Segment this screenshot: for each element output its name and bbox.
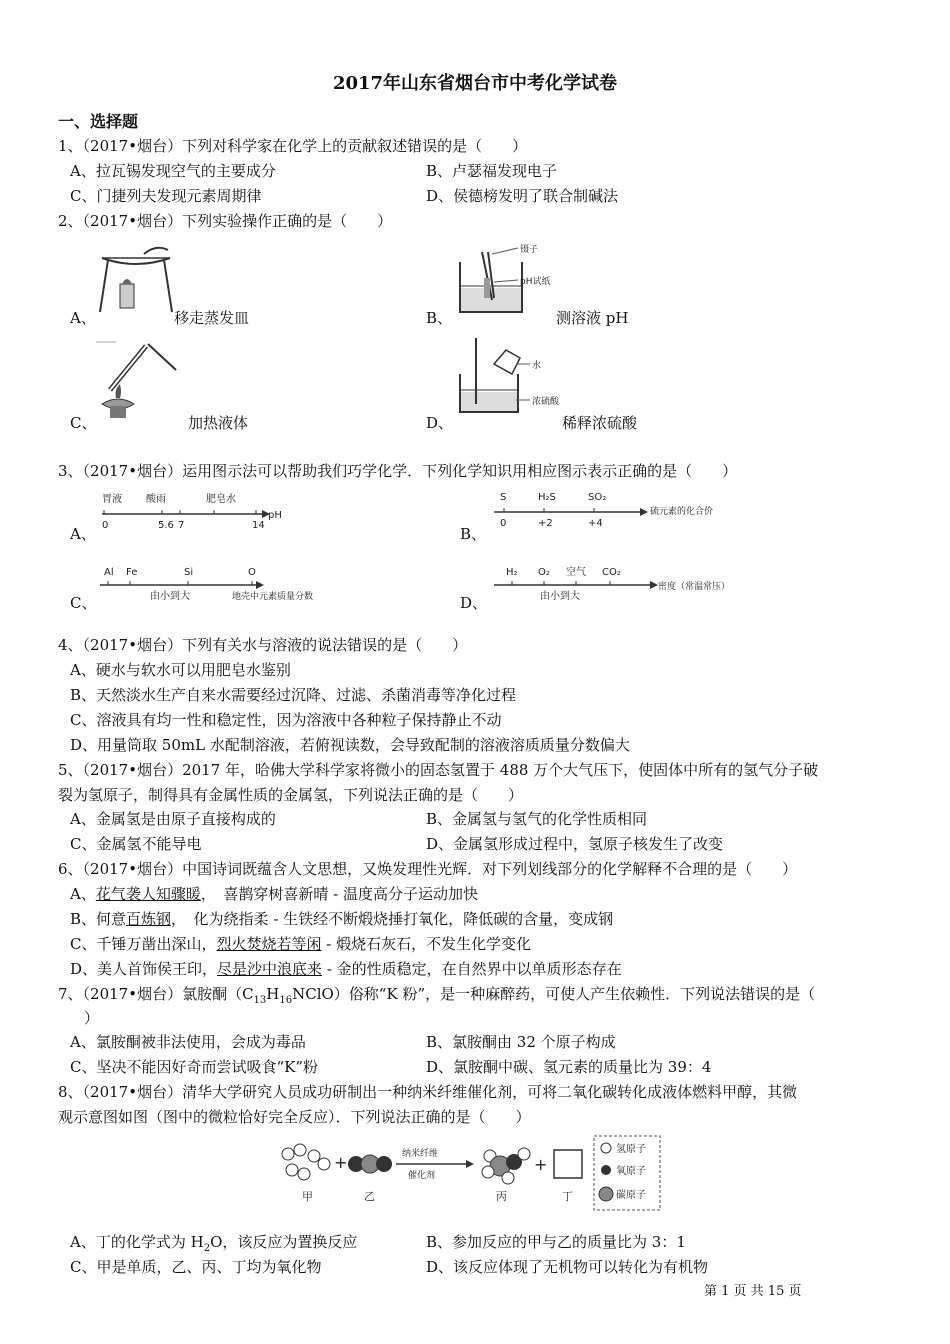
q2-option-d-letter: D、 (426, 414, 454, 432)
q6-stem: 6、（2017•烟台）中国诗词既蕴含人文思想，又焕发理性光辉．对下列划线部分的化学解释不合理的是（ ） (58, 860, 798, 878)
q3-figure-c (96, 563, 336, 605)
q8-label-yi: 乙 (364, 1190, 375, 1203)
q2-figure-b (458, 242, 568, 316)
q1-option-a: A、拉瓦锡发现空气的主要成分 (70, 162, 276, 180)
q6-c-underlined: 烈火焚烧若等闲 (216, 935, 322, 953)
q4-option-c: C、溶液具有均一性和稳定性，因为溶液中各种粒子保持静止不动 (70, 711, 502, 729)
q7-option-a: A、氯胺酮被非法使用，会成为毒品 (70, 1033, 306, 1051)
q2-option-a-letter: A、 (70, 309, 96, 327)
q3-d-top-3: CO₂ (602, 567, 621, 578)
q3-c-bottom: 由小到大 (150, 591, 190, 602)
q6-d-underlined: 尽是沙中浪底来 (217, 960, 323, 978)
q3-d-axis-label: 密度（常温常压） (658, 582, 731, 592)
q2-figure-c (96, 340, 186, 424)
q3-a-axis-label: pH (268, 510, 282, 521)
q6-b-underlined: 百炼钢 (126, 910, 172, 928)
q2-option-b-letter: B、 (426, 309, 453, 327)
q8-a-sub: 2 (203, 1243, 211, 1254)
q2-figure-a (96, 244, 176, 316)
q3-d-top-2: 空气 (566, 567, 586, 578)
q8-co2-molecule (348, 1155, 392, 1173)
q3-c-top-0: Al (104, 567, 114, 578)
q3-d-bottom: 由小到大 (540, 591, 580, 602)
q2-b-label-ph-paper: pH试纸 (520, 277, 551, 287)
q6-option-b (70, 909, 613, 929)
q6-option-d (70, 959, 622, 979)
q8-stem-line1: 8、（2017•烟台）清华大学研究人员成功研制出一种纳米纤维催化剂，可将二氧化碳转化成液体燃料甲醇，其微 (58, 1083, 798, 1101)
q6-b-prefix: B、何意 (70, 910, 127, 928)
svg-text:+: + (534, 1155, 548, 1174)
q4-option-a: A、硬水与软水可以用肥皂水鉴别 (70, 661, 291, 679)
q3-b-top-0: S (500, 492, 507, 503)
q8-option-c: C、甲是单质，乙、丙、丁均为氧化物 (70, 1258, 322, 1276)
q3-b-top-1: H₂S (538, 492, 556, 503)
q5-option-a: A、金属氢是由原子直接构成的 (70, 810, 276, 828)
q8-legend-c: 碳原子 (616, 1190, 646, 1201)
q1-option-d: D、侯德榜发明了联合制碱法 (426, 187, 619, 205)
q8-label-ding: 丁 (562, 1190, 573, 1203)
page-title: 2017年山东省烟台市中考化学试卷 (332, 73, 618, 94)
q8-label-bing: 丙 (496, 1190, 507, 1203)
q3-a-top-0: 胃液 (102, 494, 122, 505)
q7-option-b: B、氯胺酮由 32 个原子构成 (426, 1033, 616, 1051)
q3-a-tick-2: 7 (178, 520, 185, 531)
q5-option-b: B、金属氢与氢气的化学性质相同 (426, 810, 648, 828)
page-footer: 第 1 页 共 15 页 (704, 1284, 802, 1299)
q3-c-top-1: Fe (126, 567, 138, 578)
q3-a-top-1: 酸雨 (146, 494, 166, 505)
q6-a-rest: ， 喜鹊穿树喜新晴 - 温度高分子运动加快 (200, 885, 478, 903)
q5-stem-line2: 裂为氢原子，制得具有金属性质的金属氢，下列说法正确的是（ ） (58, 786, 524, 804)
q7-option-c: C、坚决不能因好奇而尝试吸食“K”粉 (70, 1058, 319, 1076)
q8-methanol-molecule (482, 1148, 530, 1184)
q8-option-a (70, 1232, 357, 1259)
q8-legend-h: 氢原子 (616, 1144, 646, 1155)
q8-h2-molecules (282, 1144, 330, 1180)
q1-stem: 1、（2017•烟台）下列对科学家在化学上的贡献叙述错误的是（ ） (58, 137, 528, 155)
q3-figure-d (490, 563, 730, 605)
q2-figure-d (456, 334, 566, 416)
q3-option-c-letter: C、 (70, 594, 97, 612)
q2-d-label-acid: 浓硫酸 (532, 397, 560, 407)
q2-option-c-letter: C、 (70, 414, 97, 432)
q6-c-prefix: C、千锤万凿出深山， (70, 935, 217, 953)
q5-stem-line1: 5、（2017•烟台）2017 年，哈佛大学科学家将微小的固态氢置于 488 万个大气压下，使固体中所有的氢气分子破 (58, 761, 819, 779)
q7-stem (58, 984, 815, 1011)
q5-option-c: C、金属氢不能导电 (70, 835, 202, 853)
q3-b-axis-label: 硫元素的化合价 (650, 507, 714, 517)
q6-a-underlined: 花气袭人知骤暖 (95, 885, 201, 903)
q3-d-top-1: O₂ (538, 567, 550, 578)
q3-a-top-2: 肥皂水 (206, 494, 236, 505)
q8-option-b: B、参加反应的甲与乙的质量比为 3：1 (426, 1233, 686, 1251)
q8-arrow-top: 纳米纤维 (402, 1149, 439, 1159)
q5-option-d: D、金属氢形成过程中，氢原子核发生了改变 (426, 835, 724, 853)
q7-sub-13: 13 (253, 995, 267, 1006)
q8-arrow-bottom: 催化剂 (408, 1171, 436, 1181)
q4-option-d: D、用量筒取 50mL 水配制溶液，若俯视读数，会导致配制的溶液溶质质量分数偏大 (70, 736, 630, 754)
q7-option-d: D、氯胺酮中碳、氢元素的质量比为 39：4 (426, 1058, 712, 1076)
q8-stem-line2: 观示意图如图（图中的微粒恰好完全反应）．下列说法正确的是（ ） (58, 1108, 531, 1126)
q3-stem: 3、（2017•烟台）运用图示法可以帮助我们巧学化学．下列化学知识用相应图示表示正确的是（ ） (58, 462, 738, 480)
q3-b-top-2: SO₂ (588, 492, 607, 503)
q2-stem: 2、（2017•烟台）下列实验操作正确的是（ ） (58, 212, 393, 230)
q3-b-tick-0: 0 (500, 518, 507, 529)
q6-c-rest: - 煅烧石灰石，不发生化学变化 (321, 935, 532, 953)
q6-d-rest: - 金的性质稳定，在自然界中以单质形态存在 (322, 960, 622, 978)
q8-legend-o: 氧原子 (616, 1166, 646, 1177)
section-heading: 一、选择题 (58, 112, 139, 131)
q2-d-label-water: 水 (532, 361, 542, 371)
q7-sub-16: 16 (279, 995, 293, 1006)
q2-option-c-caption: 加热液体 (188, 414, 249, 432)
q2-option-d-caption: 稀释浓硫酸 (562, 414, 638, 432)
q6-a-prefix: A、 (70, 885, 96, 903)
q3-option-a-letter: A、 (70, 525, 96, 543)
q1-option-b: B、卢瑟福发现电子 (426, 162, 558, 180)
q3-option-b-letter: B、 (460, 525, 487, 543)
q7-stem-line2: ） (84, 1009, 100, 1027)
q6-option-c (70, 934, 531, 954)
q3-c-axis-label: 地壳中元素质量分数 (232, 592, 314, 602)
q4-option-b: B、天然淡水生产自来水需要经过沉降、过滤、杀菌消毒等净化过程 (70, 686, 517, 704)
q3-d-top-0: H₂ (506, 567, 518, 578)
q8-label-jia: 甲 (302, 1190, 313, 1203)
q4-stem: 4、（2017•烟台）下列有关水与溶液的说法错误的是（ ） (58, 636, 468, 654)
q7-stem-post: NClO）俗称“K 粉”，是一种麻醉药，可使人产生依赖性．下列说法错误的是（ (292, 985, 816, 1003)
q3-c-top-2: Si (184, 567, 194, 578)
q2-option-a-caption: 移走蒸发皿 (174, 309, 250, 327)
q8-a-prefix: A、丁的化学式为 H (70, 1233, 204, 1251)
q3-figure-b (490, 488, 730, 534)
q2-b-label-tweezers: 镊子 (520, 245, 539, 255)
q7-stem-pre: 7、（2017•烟台）氯胺酮（C (58, 985, 254, 1003)
svg-text:+: + (334, 1153, 348, 1172)
q3-a-tick-1: 5.6 (158, 520, 174, 531)
q7-stem-h: H (266, 985, 280, 1003)
q3-figure-a (96, 490, 296, 532)
q3-a-tick-0: 0 (102, 520, 109, 531)
q3-a-tick-3: 14 (252, 520, 265, 531)
q1-option-c: C、门捷列夫发现元素周期律 (70, 187, 262, 205)
q2-option-b-caption: 测溶液 pH (556, 309, 629, 327)
q3-option-d-letter: D、 (460, 594, 488, 612)
q8-option-d: D、该反应体现了无机物可以转化为有机物 (426, 1258, 709, 1276)
q8-unknown-box (554, 1150, 582, 1178)
q6-b-rest: ， 化为绕指柔 - 生铁经不断煅烧捶打氧化，降低碳的含量，变成钢 (171, 910, 614, 928)
q6-option-a (70, 884, 478, 904)
q6-d-prefix: D、美人首饰侯王印， (70, 960, 218, 978)
q8-reaction-diagram (278, 1134, 668, 1214)
q3-b-tick-1: +2 (538, 518, 553, 529)
q3-c-top-3: O (248, 567, 256, 578)
q8-a-rest: O，该反应为置换反应 (210, 1233, 358, 1251)
q3-b-tick-2: +4 (588, 518, 603, 529)
